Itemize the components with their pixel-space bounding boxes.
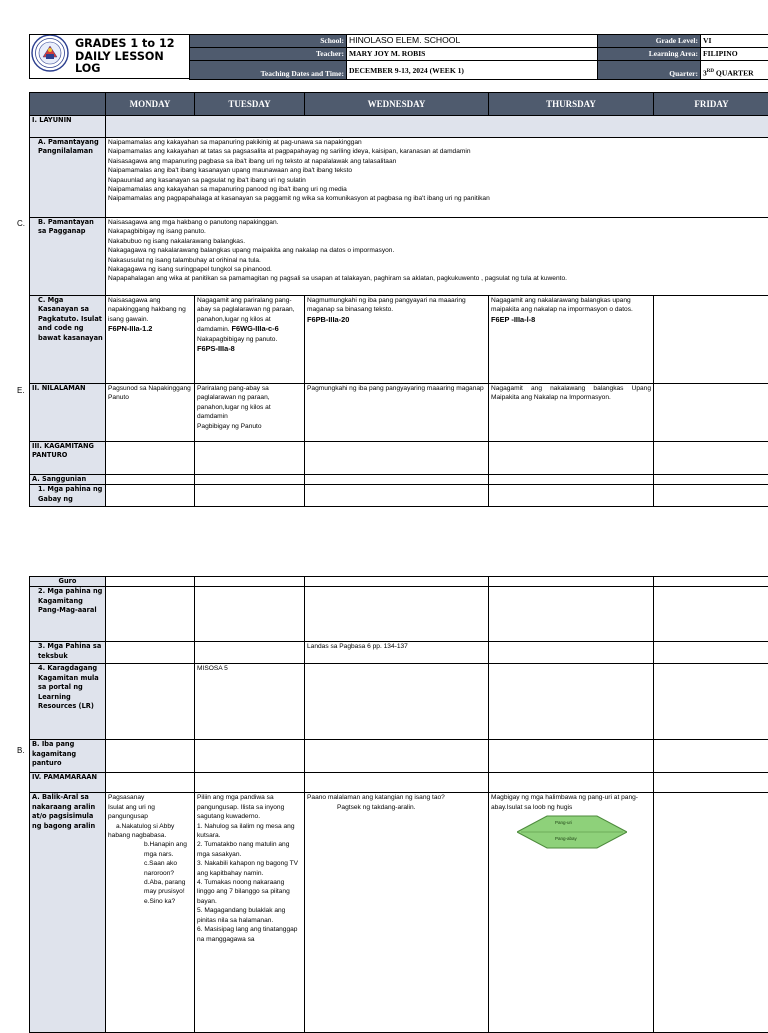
gabay-cell bbox=[654, 485, 768, 507]
kasanayan-tue-text: Nagagamit ang pariralang pang-abay sa paglalarawan ng paraan, panahon,lugar ng kilos at damdamin. bbox=[197, 297, 295, 333]
school-value: HINOLASO ELEM. SCHOOL bbox=[347, 35, 598, 48]
kagamitan-pang-cell bbox=[305, 587, 489, 642]
sanggunian-cell bbox=[654, 475, 768, 485]
title-frame-top bbox=[29, 34, 189, 35]
nilalaman-tue2-text: Pagbibigay ng Panuto bbox=[197, 422, 302, 431]
gabay-cell bbox=[305, 485, 489, 507]
title-line-1: GRADES 1 to 12 bbox=[75, 38, 187, 51]
balik-tue-line: 3. Nakabili kahapon ng bagong TV ang kapitbahay namin. bbox=[197, 859, 302, 878]
kasanayan-tuesday bbox=[195, 296, 305, 384]
pagganap-line: Nakagagawa ng nakalarawang balangkas upang maipakita ang nakalap na datos o impormasyon. bbox=[108, 246, 767, 255]
kagamitan-pang-row bbox=[30, 587, 768, 642]
kasanayan-tue2-code: F6PS-IIIa-8 bbox=[197, 344, 235, 353]
karagdagang-label: 4. Karagdagang Kagamitan mula sa portal ng Learning Resources (LR) bbox=[30, 664, 106, 740]
karagdagang-cell bbox=[654, 664, 768, 740]
karagdagang-cell bbox=[489, 664, 654, 740]
diamond-top-label: Pang-uri bbox=[555, 820, 572, 825]
teksbuk-label: 3. Mga Pahina sa teksbuk bbox=[30, 642, 106, 664]
teacher-label: Teacher: bbox=[190, 48, 347, 61]
pagganap-line: Nakapagbibigay ng isang panuto. bbox=[108, 227, 767, 236]
day-tuesday: TUESDAY bbox=[195, 93, 305, 116]
sanggunian-cell bbox=[195, 475, 305, 485]
title-line-2: DAILY LESSON bbox=[75, 51, 187, 64]
balik-tue-line: 1. Nahulog sa ilalim ng mesa ang kutsara. bbox=[197, 822, 302, 841]
layunin-row bbox=[30, 116, 768, 138]
kagamitan-pang-cell bbox=[489, 587, 654, 642]
layunin-band bbox=[106, 116, 768, 138]
shape-diagram bbox=[517, 814, 627, 850]
teksbuk-row bbox=[30, 642, 768, 664]
title-line-3: LOG bbox=[75, 63, 187, 76]
balik-mon-item: c.Saan ako naroroon? bbox=[108, 859, 192, 878]
pagganap-label: B. Pamantayan sa Pagganap bbox=[30, 218, 106, 296]
pamamaraan-label: IV. PAMAMARAAN bbox=[30, 773, 106, 793]
school-label: School: bbox=[190, 35, 347, 48]
day-thursday: THURSDAY bbox=[489, 93, 654, 116]
kasanayan-friday bbox=[654, 296, 768, 384]
pagganap-line: Nakabubuo ng isang nakalarawang balangkas. bbox=[108, 237, 767, 246]
lesson-log-table-page2 bbox=[29, 576, 768, 1033]
grade-label: Grade Level: bbox=[598, 35, 701, 48]
pagganap-line: Nakasusulat ng isang talambuhay at orihinal na tula. bbox=[108, 256, 767, 265]
pagganap-row bbox=[30, 218, 768, 296]
balik-mon-item: a.Nakatulog si Abby habang nagbabasa. bbox=[108, 822, 192, 841]
teacher-value: MARY JOY M. ROBIS bbox=[347, 48, 598, 61]
pagganap-line: Naisasagawa ang mga hakbang o panutong napakinggan. bbox=[108, 218, 767, 227]
pamantayang-line: Naipamamalas ang kakayahan at tatas sa pagsasalita at pagpapahayag ng sariling ideya, kaisipan, karanasan at damdamin bbox=[108, 147, 767, 156]
deped-seal bbox=[31, 34, 69, 72]
kagamitan-cell bbox=[195, 442, 305, 475]
quarter-word: QUARTER bbox=[714, 69, 754, 78]
balik-row bbox=[30, 793, 768, 1033]
kagamitan-pang-cell bbox=[195, 587, 305, 642]
quarter-value bbox=[701, 61, 768, 80]
kasanayan-mon-text: Naisasagawa ang napakinggang hakbang ng isang gawain. bbox=[108, 296, 192, 324]
day-monday: MONDAY bbox=[106, 93, 195, 116]
pamantayang-line: Naipamamalas ang kakayahan sa mapanuring panood ng iba't ibang uri ng media bbox=[108, 185, 767, 194]
pamantayang-line: Naipamamalas ang iba't ibang kasanayan upang maunawaan ang iba't ibang teksto bbox=[108, 166, 767, 175]
iba-cell bbox=[654, 740, 768, 773]
kagamitan-pang-label: 2. Mga pahina ng Kagamitang Pang-Mag-aaral bbox=[30, 587, 106, 642]
kagamitan-cell bbox=[654, 442, 768, 475]
document-title bbox=[75, 38, 187, 76]
kasanayan-thursday bbox=[489, 296, 654, 384]
karagdagang-row bbox=[30, 664, 768, 740]
pagganap-line: Napapahalagan ang wika at panitikan sa pamamagitan ng pagsali sa usapan at talakayan, paghiram sa aklatan, pagkukuwento , pagsulat ng tula at kuwento. bbox=[108, 274, 767, 283]
guro-cell bbox=[489, 577, 654, 587]
pamamaraan-cell bbox=[489, 773, 654, 793]
kasanayan-wed-text: Nagmumungkahi ng iba pang pangyayari na maaaring maganap sa binasang teksto. bbox=[307, 296, 486, 315]
balik-mon-intro: Isulat ang uri ng pangungusap bbox=[108, 803, 192, 822]
guro-row bbox=[30, 577, 768, 587]
nilalaman-tuesday bbox=[195, 384, 305, 442]
title-frame-left bbox=[29, 34, 30, 78]
quarter-label: Quarter: bbox=[598, 61, 701, 80]
kagamitan-label: III. KAGAMITANG PANTURO bbox=[30, 442, 106, 475]
kasanayan-tue2-text: Nakapagbibigay ng panuto. bbox=[197, 335, 302, 344]
title-frame-bottom bbox=[29, 78, 189, 79]
margin-letter-b: B. bbox=[17, 746, 25, 755]
teksbuk-cell bbox=[489, 642, 654, 664]
iba-cell bbox=[305, 740, 489, 773]
balik-tue-line: sagutang kuwaderno. bbox=[197, 812, 302, 821]
day-wednesday: WEDNESDAY bbox=[305, 93, 489, 116]
pamamaraan-cell bbox=[305, 773, 489, 793]
kasanayan-monday bbox=[106, 296, 195, 384]
teksbuk-cell bbox=[195, 642, 305, 664]
kasanayan-wednesday bbox=[305, 296, 489, 384]
kasanayan-row bbox=[30, 296, 768, 384]
kagamitan-cell bbox=[305, 442, 489, 475]
quarter-suffix: RD bbox=[707, 69, 714, 74]
nilalaman-tue-text: Pariralang pang-abay sa paglalarawan ng paraan, panahon,lugar ng kilos at damdamin bbox=[197, 384, 302, 422]
pamantayang-line: Naipamamalas ang pagpapahalaga at kasanayan sa paggamit ng wika sa komunikasyon at pagbasa ng iba't ibang uri ng panitikan bbox=[108, 194, 767, 203]
gabay-cell bbox=[489, 485, 654, 507]
sanggunian-cell bbox=[305, 475, 489, 485]
header-info-table bbox=[189, 34, 768, 80]
dates-label: Teaching Dates and Time: bbox=[190, 61, 347, 80]
balik-label: A. Balik-Aral sa nakaraang aralin at/o pagsisimula ng bagong aralin bbox=[30, 793, 106, 1033]
balik-mon-item: b.Hanapin ang mga nars. bbox=[108, 840, 192, 859]
balik-wed-check: Pagtsek ng takdang-aralin. bbox=[307, 803, 486, 812]
balik-wednesday bbox=[305, 793, 489, 1033]
diamond-bottom-label: Pang-abay bbox=[555, 836, 577, 841]
sanggunian-cell bbox=[106, 475, 195, 485]
teksbuk-wednesday: Landas sa Pagbasa 6 pp. 134-137 bbox=[305, 642, 489, 664]
balik-mon-item: e.Sino ka? bbox=[108, 897, 192, 906]
sanggunian-row bbox=[30, 475, 768, 485]
balik-monday bbox=[106, 793, 195, 1033]
corner-cell bbox=[30, 93, 106, 116]
kasanayan-mon-code: F6PN-IIIa-1.2 bbox=[108, 324, 192, 333]
karagdagang-tuesday: MISOSA 5 bbox=[195, 664, 305, 740]
grade-value: VI bbox=[701, 35, 768, 48]
area-label: Learning Area: bbox=[598, 48, 701, 61]
layunin-label: I. LAYUNIN bbox=[30, 116, 106, 138]
guro-cell bbox=[106, 577, 195, 587]
nilalaman-row bbox=[30, 384, 768, 442]
iba-cell bbox=[489, 740, 654, 773]
kagamitan-pang-cell bbox=[106, 587, 195, 642]
balik-mon-item: d.Aba, parang may prusisyo! bbox=[108, 878, 192, 897]
margin-letter-c: C. bbox=[17, 219, 25, 228]
kasanayan-thu-text: Nagagamit ang nakalarawang balangkas upang maipakita ang nakalap na impormasyon o datos. bbox=[491, 296, 651, 315]
balik-tue-line: 6. Masisipag lang ang tinatanggap na manggagawa sa bbox=[197, 925, 302, 944]
kagamitan-pang-cell bbox=[654, 587, 768, 642]
kagamitan-cell bbox=[106, 442, 195, 475]
gabay-label: 1. Mga pahina ng Gabay ng bbox=[30, 485, 106, 507]
karagdagang-cell bbox=[106, 664, 195, 740]
balik-tue-line: 4. Tumakas noong nakaraang linggo ang 7 bilanggo sa piitang bayan. bbox=[197, 878, 302, 906]
pamantayang-line: Napauunlad ang kasanayan sa pagsulat ng iba't ibang uri ng sulatin bbox=[108, 176, 767, 185]
margin-letter-e: E. bbox=[17, 386, 25, 395]
pamamaraan-cell bbox=[654, 773, 768, 793]
balik-wed-question: Paano malalaman ang katangian ng isang tao? bbox=[307, 793, 486, 802]
guro-cell bbox=[195, 577, 305, 587]
pamantayang-row bbox=[30, 138, 768, 218]
sanggunian-label: A. Sanggunian bbox=[30, 475, 106, 485]
pamantayang-content bbox=[106, 138, 768, 218]
balik-thu-text: Magbigay ng mga halimbawa ng pang-uri at pang-abay.Isulat sa loob ng hugis bbox=[491, 793, 651, 812]
gabay-cell bbox=[195, 485, 305, 507]
kasanayan-wed-code: F6PB-IIIa-20 bbox=[307, 315, 486, 324]
balik-friday bbox=[654, 793, 768, 1033]
karagdagang-cell bbox=[305, 664, 489, 740]
deped-seal-icon bbox=[31, 34, 69, 72]
iba-cell bbox=[106, 740, 195, 773]
iba-row bbox=[30, 740, 768, 773]
kasanayan-tue-code: F6WG-IIIa-c-6 bbox=[231, 324, 278, 333]
guro-cell bbox=[654, 577, 768, 587]
pagganap-line: Nakagagawa ng isang suringpapel tungkol sa pinanood. bbox=[108, 265, 767, 274]
pamantayang-label: A. Pamantayang Pangnilalaman bbox=[30, 138, 106, 218]
teksbuk-cell bbox=[106, 642, 195, 664]
quarter-number: 3 bbox=[703, 69, 707, 78]
area-value: FILIPINO bbox=[701, 48, 768, 61]
day-friday: FRIDAY bbox=[654, 93, 768, 116]
sanggunian-cell bbox=[489, 475, 654, 485]
day-header-row bbox=[30, 93, 768, 116]
pagganap-content bbox=[106, 218, 768, 296]
balik-tue-line: Piliin ang mga pandiwa sa pangungusap. Ilista sa inyong bbox=[197, 793, 302, 812]
kagamitan-row bbox=[30, 442, 768, 475]
teksbuk-cell bbox=[654, 642, 768, 664]
nilalaman-monday: Pagsunod sa Napakinggang Panuto bbox=[106, 384, 195, 442]
gabay-cell bbox=[106, 485, 195, 507]
balik-mon-intro: Pagsasanay bbox=[108, 793, 192, 802]
iba-cell bbox=[195, 740, 305, 773]
balik-tue-line: 2. Tumatakbo nang matulin ang mga sasakyan. bbox=[197, 840, 302, 859]
nilalaman-label: II. NILALAMAN bbox=[30, 384, 106, 442]
kagamitan-cell bbox=[489, 442, 654, 475]
pamantayang-line: Naisasagawa ang mapanuring pagbasa sa iba't ibang uri ng teksto at napalalawak ang talasalitaan bbox=[108, 157, 767, 166]
pamantayang-line: Naipamamalas ang kakayahan sa mapanuring pakikinig at pag-unawa sa napakinggan bbox=[108, 138, 767, 147]
balik-thursday bbox=[489, 793, 654, 1033]
lesson-log-table-page1 bbox=[29, 92, 768, 507]
nilalaman-friday bbox=[654, 384, 768, 442]
gabay-row bbox=[30, 485, 768, 507]
dates-value: DECEMBER 9-13, 2024 (WEEK 1) bbox=[347, 61, 598, 80]
nilalaman-wednesday: Pagmungkahi ng iba pang pangyayaring maaaring maganap bbox=[305, 384, 489, 442]
pamamaraan-row bbox=[30, 773, 768, 793]
guro-label: Guro bbox=[30, 577, 106, 587]
balik-tue-line: 5. Magagandang bulaklak ang pinitas nila sa halamanan. bbox=[197, 906, 302, 925]
kasanayan-label: C. Mga Kasanayan sa Pagkatuto. Isulat and code ng bawat kasanayan bbox=[30, 296, 106, 384]
pamamaraan-cell bbox=[195, 773, 305, 793]
balik-tuesday bbox=[195, 793, 305, 1033]
nilalaman-thursday: Nagagamit ang nakalawang balangkas Upang Maipakita ang Nakalap na Impormasyon. bbox=[489, 384, 654, 442]
guro-cell bbox=[305, 577, 489, 587]
kasanayan-thu-code: F6EP -IIIa-l-8 bbox=[491, 315, 651, 324]
iba-label: B. Iba pang kagamitang panturo bbox=[30, 740, 106, 773]
pamamaraan-cell bbox=[106, 773, 195, 793]
